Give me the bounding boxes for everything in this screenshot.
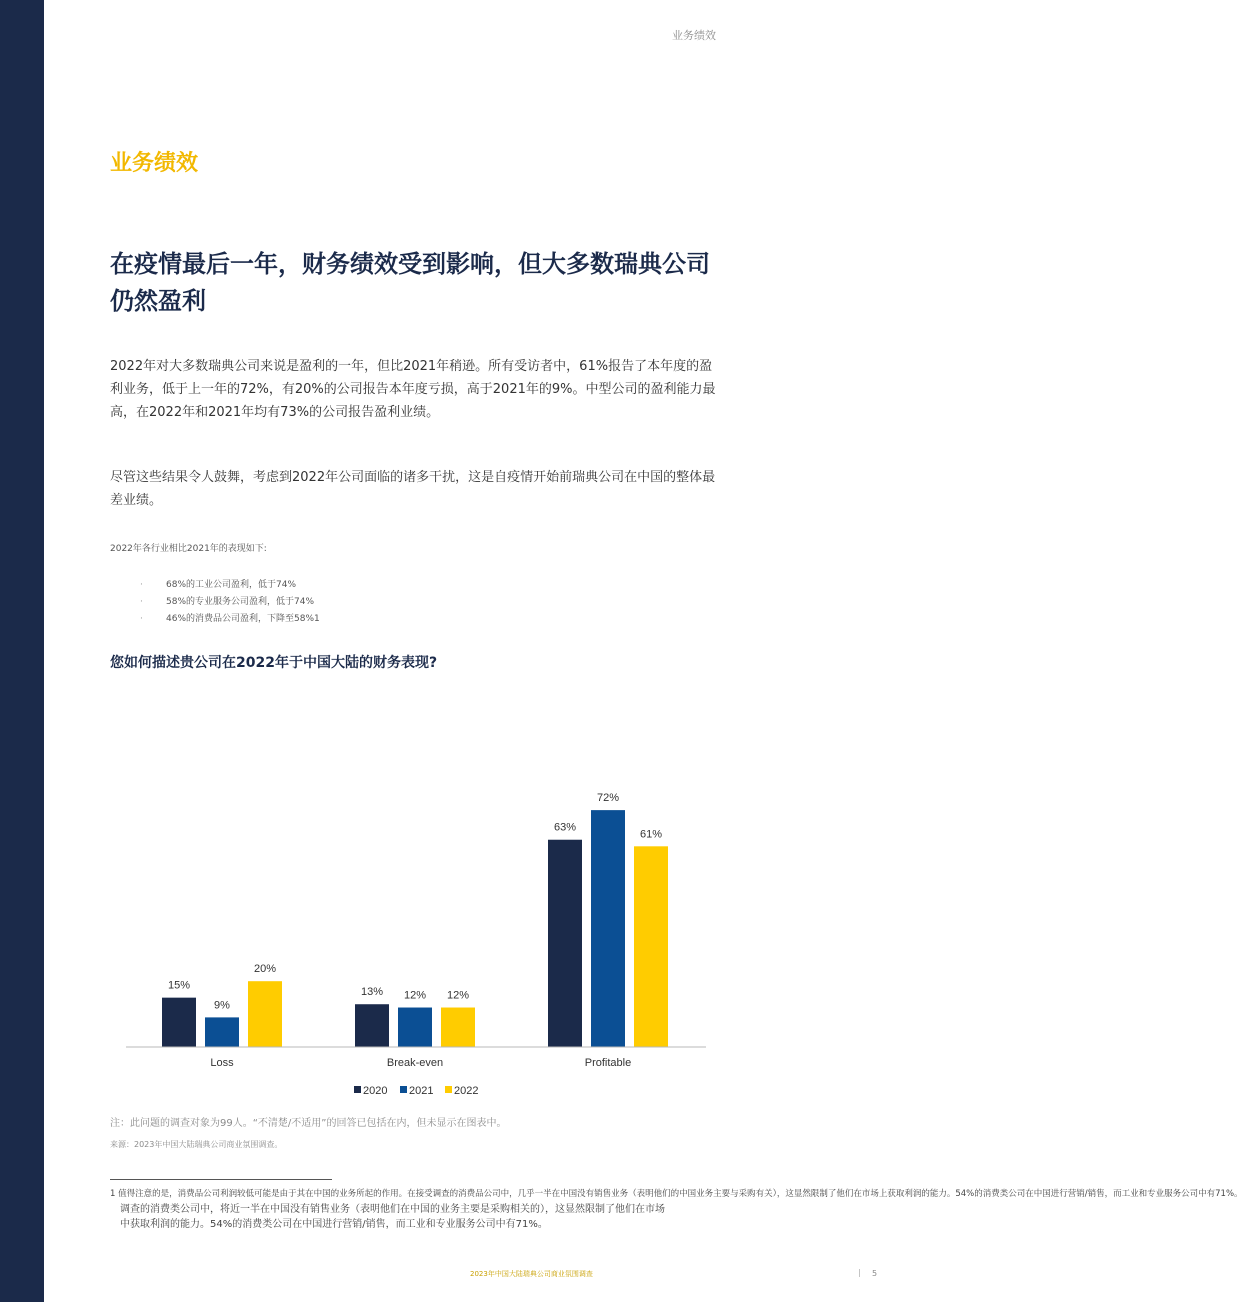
- footer-report-title: 2023年中国大陆瑞典公司商业氛围调查: [470, 1270, 593, 1278]
- bullet-text: 58%的专业服务公司盈利，低于74%: [166, 597, 315, 607]
- data-label: 63%: [553, 821, 577, 834]
- bar-break-even-2021: [398, 1008, 432, 1047]
- bar-profitable-2022: [634, 846, 668, 1047]
- legend-label: 2021: [409, 1085, 434, 1097]
- bar-loss-2020: [162, 998, 196, 1047]
- footer-separator: |: [858, 1268, 861, 1277]
- data-label: 61%: [639, 828, 663, 841]
- legend-swatch-2021: [400, 1086, 407, 1093]
- legend-label: 2020: [363, 1085, 388, 1097]
- category-label: Break-even: [386, 1057, 444, 1069]
- bullet-item: [140, 577, 320, 594]
- bullet-item: [140, 611, 320, 628]
- category-label: Profitable: [584, 1057, 632, 1069]
- footnote-line-1: 1 值得注意的是，消费品公司利润较低可能是由于其在中国的业务所起的作用。在接受调查的消费品公司中，几乎一半在中国没有销售业务（表明他们的中国业务主要与采购有关），这显然限制了他们在市场上获取利润的能力。54%的消费类公司在中国进行营销/销售，而工业和专业服务公司中有71%。: [110, 1189, 1243, 1199]
- page-headline: 在疫情最后一年，财务绩效受到影响，但大多数瑞典公司仍然盈利: [110, 250, 710, 315]
- footnote-line-3: 中获取利润的能力。54%的消费类公司在中国进行营销/销售，而工业和专业服务公司中有71%。: [120, 1219, 548, 1230]
- data-label: 13%: [360, 986, 384, 999]
- body-paragraph-2: 尽管这些结果令人鼓舞，考虑到2022年公司面临的诸多干扰，这是自疫情开始前瑞典公司在中国的整体最差业绩。: [110, 470, 716, 508]
- sector-intro: 2022年各行业相比2021年的表现如下:: [110, 544, 267, 554]
- bar-loss-2021: [205, 1017, 239, 1047]
- data-label: 72%: [596, 792, 620, 805]
- data-label: 15%: [167, 979, 191, 992]
- body-paragraph-1: 2022年对大多数瑞典公司来说是盈利的一年，但比2021年稍逊。所有受访者中，61%报告了本年度的盈利业务，低于上一年的72%，有20%的公司报告本年度亏损，高于2021年的9%。中型公司的盈利能力最高，在2022年和2021年均有73%的公司报告盈利业绩。: [110, 359, 716, 420]
- financial-performance-bar-chart: [110, 700, 720, 1110]
- legend-swatch-2022: [445, 1086, 452, 1093]
- legend-label: 2022: [454, 1085, 479, 1097]
- data-label: 12%: [403, 989, 427, 1002]
- chart-title: 您如何描述贵公司在2022年于中国大陆的财务表现?: [110, 655, 438, 671]
- data-label: 20%: [253, 963, 277, 976]
- bullet-marker: ·: [140, 614, 143, 624]
- category-label: Loss: [210, 1057, 234, 1069]
- bar-profitable-2020: [548, 840, 582, 1047]
- sector-bullet-list: [140, 577, 320, 628]
- data-label: 9%: [214, 999, 230, 1012]
- data-label: 12%: [446, 989, 470, 1002]
- footnote-line-2: 调查的消费类公司中，将近一半在中国没有销售业务（表明他们在中国的业务主要是采购相关的），这显然限制了他们在市场: [120, 1204, 665, 1215]
- bullet-marker: ·: [140, 580, 143, 590]
- legend-swatch-2020: [354, 1086, 361, 1093]
- bar-profitable-2021: [591, 810, 625, 1047]
- bullet-item: [140, 594, 320, 611]
- bar-break-even-2020: [355, 1004, 389, 1047]
- chart-source: 来源：2023年中国大陆瑞典公司商业氛围调查。: [110, 1140, 283, 1149]
- chart-note: 注：此问题的调查对象为99人。“不清楚/不适用”的回答已包括在内，但未显示在图表中。: [110, 1118, 507, 1129]
- section-title: 业务绩效: [110, 151, 199, 176]
- footnote: [110, 1187, 1243, 1232]
- bar-loss-2022: [248, 981, 282, 1047]
- bar-break-even-2022: [441, 1008, 475, 1047]
- bullet-text: 46%的消费品公司盈利，下降至58%1: [166, 614, 320, 624]
- sidebar-band: [0, 0, 44, 1302]
- running-head: 业务绩效: [672, 29, 716, 42]
- footnote-divider: [110, 1179, 332, 1180]
- bullet-text: 68%的工业公司盈利，低于74%: [166, 580, 297, 590]
- bullet-marker: ·: [140, 597, 143, 607]
- page-number: 5: [872, 1269, 878, 1278]
